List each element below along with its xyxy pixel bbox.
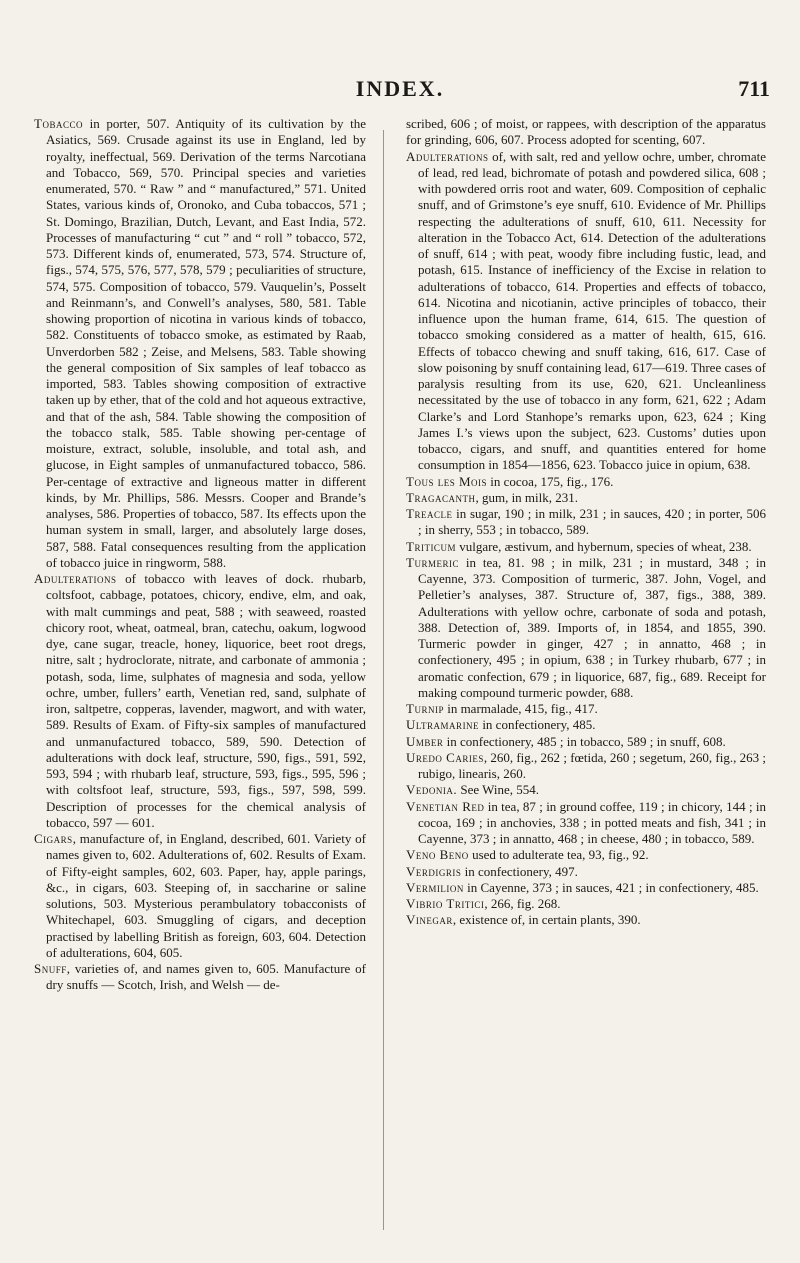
- index-entry: [406, 734, 766, 750]
- index-headword: Tobacco: [34, 116, 83, 131]
- index-headword: Triticum: [406, 538, 456, 554]
- index-entry: [406, 116, 766, 149]
- index-headword: Turnip: [406, 701, 444, 716]
- index-headword: Vinegar: [406, 912, 453, 928]
- index-headword: Adulterations: [406, 148, 489, 164]
- index-column-left: [34, 116, 366, 994]
- index-headword: Adulterations: [34, 571, 117, 586]
- index-headword: Veno Beno: [406, 847, 469, 863]
- index-headword: Tous les Mois: [406, 473, 488, 489]
- index-headword: Vermilion: [406, 879, 464, 895]
- index-entry-text: scribed, 606 ; of moist, or rappees, with description of the apparatus for grinding, 606, 607. Process adopted for scenting, 607.: [406, 116, 766, 148]
- index-entry-text: of tobacco with leaves of dock. rhubarb, coltsfoot, cabbage, potatoes, chicory, endive, elm, and oak, with malt cummings and peat, 588 ; with seaweed, roasted chicory root, wheat, oatmeal, bran, catechu, oakum, logwood dye, cane sugar, treacle, honey, liquorice, beet root dregs, nitre, salt ; hydroclorate, nitrate, and carbonate of ammonia ; potash, soda, lime, sulphates of magnesia and soda, yellow ochre, umber, fullers’ earth, Venetian red, sand, sulphate of iron, saltpetre, copperas, lavender, magwort, and with water, 589. Results of Exam. of Fifty-six samples of manufactured and unmanufactured tobacco, 589, 590. Detection of adulterations with dock leaf, structure, 590, figs., 591, 592, 593, 594 ; with rhubarb leaf, structure, 593, figs., 595, 596 ; with coltsfoot leaf, structure, 593, figs., 597, 598, 599. Description of processes for the chemical analysis of tobacco, 597 — 601.: [46, 571, 366, 830]
- index-entry: [406, 506, 766, 539]
- index-headword: Turmeric: [406, 554, 459, 570]
- index-entry: [406, 555, 766, 701]
- index-entry-text: See Wine, 554.: [457, 782, 540, 798]
- index-headword: Treacle: [406, 506, 453, 521]
- index-entry-text: , 266, fig. 268.: [484, 896, 561, 911]
- index-entry: [406, 864, 766, 880]
- page-title: INDEX.: [355, 76, 445, 101]
- index-entry: [406, 149, 766, 474]
- index-entry-text: , 260, fig., 262 ; fœtida, 260 ; segetum, 260, fig., 263 ; rubigo, linearis, 260.: [418, 749, 766, 781]
- index-entry-text: in Cayenne, 373 ; in sauces, 421 ; in confectionery, 485.: [463, 879, 759, 895]
- index-headword: Snuff: [34, 961, 67, 976]
- page-header: [0, 76, 800, 100]
- index-entry: [406, 750, 766, 783]
- index-entry: [406, 912, 766, 928]
- index-entry: [406, 847, 766, 863]
- index-entry-text: in confectionery, 485 ; in tobacco, 589 ; in snuff, 608.: [443, 733, 726, 749]
- index-entry: [406, 782, 766, 798]
- index-entry: [34, 961, 366, 994]
- index-entry-text: in tea, 81. 98 ; in milk, 231 ; in mustard, 348 ; in Cayenne, 373. Composition of turmeric, 387. John, Vogel, and Pelletier’s analyses, 387. Structure of, 387, figs., 388, 389. Adulterations with yellow ochre, carbonate of soda and potash, 388. Detection of, 389. Imports of, in 1854, and 1855, 390. Turmeric powder in ginger, 427 ; in annatto, 468 ; in confectionery, 495 ; in opium, 638 ; in Turkey rhubarb, 677 ; in aromatic confection, 679 ; in liquorice, 687, fig., 689. Receipt for making compound turmeric powder, 688.: [418, 554, 766, 700]
- index-headword: Uredo Caries: [406, 749, 484, 765]
- index-entry: [406, 880, 766, 896]
- index-entry-text: in confectionery, 497.: [461, 863, 578, 879]
- index-entry-text: , varieties of, and names given to, 605. Manufacture of dry snuffs — Scotch, Irish, and Welsh — de-: [46, 961, 366, 993]
- index-entry-text: in confectionery, 485.: [479, 717, 596, 733]
- index-entry: [406, 490, 766, 506]
- index-entry-text: , gum, in milk, 231.: [475, 489, 579, 505]
- index-headword: Vedonia.: [406, 782, 458, 798]
- index-entry: [406, 896, 766, 912]
- index-entry-text: in tea, 87 ; in ground coffee, 119 ; in chicory, 144 ; in cocoa, 169 ; in anchovies, 338 ; in potted meats and fish, 341 ; in Cayenne, 373 ; in annatto, 468 ; in cheese, 480 ; in tobacco, 589.: [418, 798, 767, 846]
- index-headword: Cigars: [34, 831, 73, 846]
- index-entry-text: in sugar, 190 ; in milk, 231 ; in sauces, 420 ; in porter, 506 ; in sherry, 553 ; in tobacco, 589.: [418, 506, 766, 538]
- index-entry: [406, 799, 766, 848]
- index-entry: [406, 539, 766, 555]
- index-entry-text: used to adulterate tea, 93, fig., 92.: [468, 847, 649, 863]
- index-entry-text: vulgare, æstivum, and hybernum, species of wheat, 238.: [455, 538, 752, 554]
- page-number: 711: [738, 76, 770, 101]
- index-headword: Verdigris: [406, 863, 462, 879]
- index-entry-text: of, with salt, red and yellow ochre, umber, chromate of lead, red lead, bichromate of potash and powdered silica, 608 ; with powdered orris root and water, 609. Composition of cephalic snuff, and of Grimstone’s eye snuff, 610. Evidence of Mr. Phillips respecting the adulterations of snuff, 610, 611. Necessity for alteration in the Tobacco Act, 614. Detection of the adulterations of snuff, 614 ; with peat, woody fibre including fustic, lead, and potash, 615. Instance of inefficiency of the Excise in relation to adulterations of tobacco, 614. Properties and effects of tobacco, 614. Nicotina and nicotianin, active principles of tobacco, their influence upon the human frame, 614, 615. The question of tobacco smoking considered as a matter of health, 615, 616. Effects of tobacco chewing and snuff taking, 616, 617. Case of slow poisoning by snuff containing lead, 617—619. Three cases of paralysis resulting from its use, 620, 621. Uncleanliness necessitated by the use of tobacco in any form, 621, 622 ; Adam Clarke’s and Lord Stanhope’s remarks upon, 623, 624 ; King James I.’s views upon the subject, 623. Customs’ duties upon tobacco, cigars, and snuff, and quantities entered for home consumption in 1854—1856, 623. Tobacco juice in opium, 638.: [418, 148, 766, 473]
- index-entry-text: , existence of, in certain plants, 390.: [452, 912, 641, 928]
- index-entry-text: in porter, 507. Antiquity of its cultivation by the Asiatics, 569. Crusade against its use in England, led by royalty, ineffectual, 569. Derivation of the terms Narcotiana and Tobacco, 569, 570. Principal species and varieties enumerated, 570. “ Raw ” and “ manufactured,” 571. United States, various kinds of, Oronoko, and Cuba tobaccos, 571 ; St. Domingo, Brazilian, Dutch, Levant, and East India, 572. Processes of manufacturing “ cut ” and “ roll ” tobacco, 572, 573. Different kinds of, enumerated, 573, 574. Structure of, figs., 574, 575, 576, 577, 578, 579 ; peculiarities of structure, 574, 575. Composition of tobacco, 579. Vauquelin’s, Posselt and Reinmann’s, and Conwell’s analyses, 580, 581. Table showing proportion of nicotina in various kinds of tobacco, 582. Constituents of tobacco smoke, as estimated by Raab, Unverdorben 582 ; Zeise, and Melsens, 583. Table showing the general composition of Six samples of leaf tobacco as imported, 583. Tables showing composition of extractive taken up by ether, that of the cold and hot aqueous extractive, and that of the ash, 584. Table showing the composition of the tobacco stalk, 585. Table showing per-centage of moisture, extract, soluble, insoluble, and total ash, and glucose, in Eight samples of unmanufactured tobacco, 586. Per-centage of extractive and ligneous matter in different kinds, by Mr. Phillips, 586. Messrs. Cooper and Brande’s analyses, 586. Properties of tobacco, 587. Its effects upon the human system in small, larger, and absolutely large doses, 587, 588. Fatal consequences resulting from the application of tobacco juice in ringworm, 588.: [46, 116, 366, 570]
- index-entry-text: in cocoa, 175, fig., 176.: [487, 473, 614, 489]
- index-headword: Ultramarine: [406, 717, 480, 733]
- index-entry: [406, 701, 766, 717]
- index-entry: [34, 831, 366, 961]
- index-headword: Tragacanth: [406, 489, 476, 505]
- index-headword: Venetian Red: [406, 798, 485, 814]
- index-entry: [34, 116, 366, 571]
- column-divider: [383, 130, 384, 1230]
- index-headword: Vibrio Tritici: [406, 896, 485, 911]
- index-entry: [34, 571, 366, 831]
- index-column-right: [406, 116, 766, 929]
- index-entry-text: in marmalade, 415, fig., 417.: [443, 701, 598, 716]
- index-headword: Umber: [406, 733, 444, 749]
- index-entry-text: , manufacture of, in England, described, 601. Variety of names given to, 602. Adulterations of, 602. Results of Exam. of Fifty-eight samples, 602, 603. Paper, hay, apple parings, &c., in cigars, 603. Steeping of, in saccharine or saline solutions, 503. Mysterious perambulatory tobacconists of Whitechapel, 603. Smuggling of cigars, and deception practised by labelling British as foreign, 603, 604. Detection of adulterations, 604, 605.: [46, 831, 366, 960]
- index-entry: [406, 474, 766, 490]
- index-entry: [406, 717, 766, 733]
